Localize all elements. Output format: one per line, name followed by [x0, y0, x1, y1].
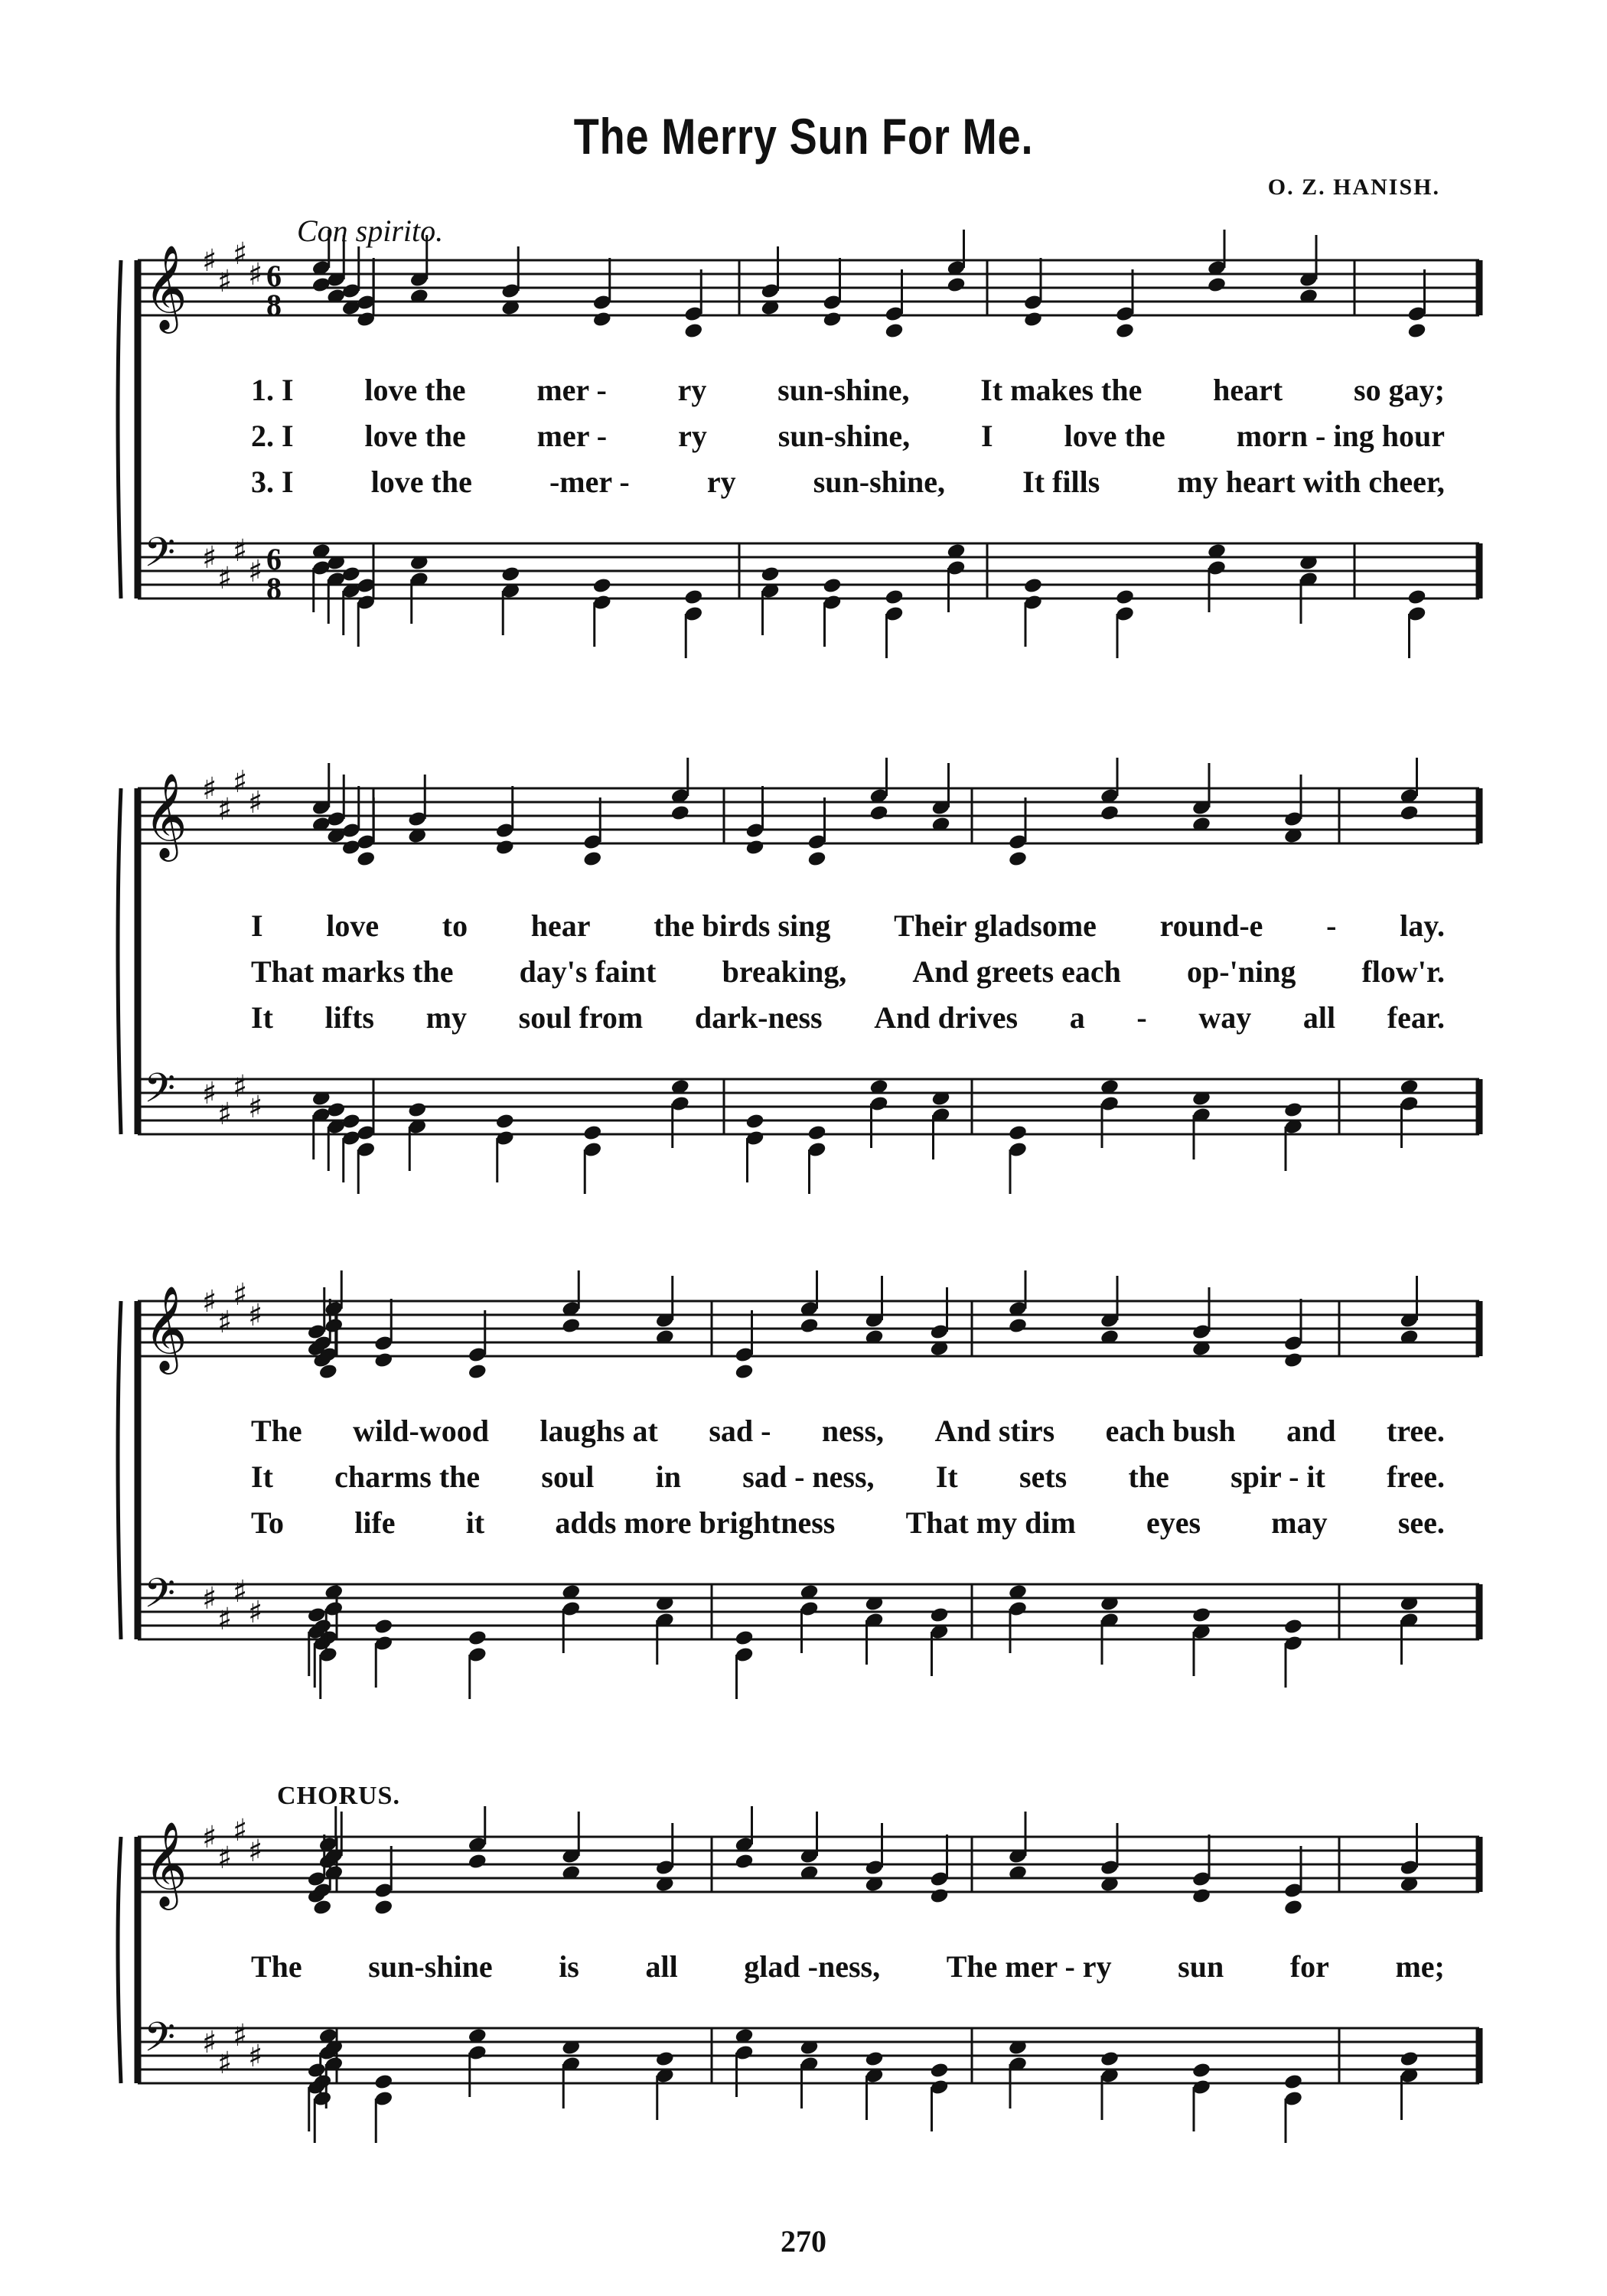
notehead	[495, 839, 515, 856]
notehead	[1008, 1124, 1028, 1142]
sharp-icon: ♯	[248, 2039, 263, 2074]
notehead	[1283, 1899, 1303, 1916]
notehead	[468, 1853, 487, 1870]
notehead	[683, 322, 703, 340]
notehead	[745, 839, 764, 856]
notehead	[311, 276, 331, 294]
notehead	[468, 1363, 487, 1381]
sharp-icon: ♯	[202, 1820, 217, 1855]
treble-clef-icon: 𝄞	[144, 1285, 187, 1371]
sharp-icon: ♯	[248, 1595, 263, 1630]
notehead	[683, 589, 703, 606]
notehead	[1023, 311, 1043, 328]
lyric-word: It makes the	[980, 373, 1143, 407]
bass-clef-icon: 𝄢	[144, 1570, 176, 1627]
notehead	[373, 1618, 393, 1636]
lyric-word: 3. I	[251, 465, 294, 499]
sharp-icon: ♯	[233, 2018, 248, 2053]
lyric-word: in	[655, 1459, 681, 1494]
lyric-word: lifts	[324, 1000, 374, 1035]
lyric-word: breaking,	[722, 954, 847, 989]
lyric-word: love the	[364, 419, 466, 453]
lyric-word: flow'r.	[1361, 954, 1445, 989]
lyric-word: That marks the	[251, 954, 454, 989]
notehead	[734, 1853, 754, 1870]
sharp-icon: ♯	[202, 771, 217, 807]
lyric-word: ry	[706, 465, 736, 499]
lyric-word: may	[1271, 1505, 1328, 1540]
lyric-word: The	[251, 1414, 302, 1448]
notehead	[373, 1352, 393, 1369]
lyric-word: my	[425, 1000, 467, 1035]
lyric-word: mer -	[536, 419, 608, 453]
music-system-3	[0, 1270, 1607, 1714]
tempo-marking: Con spirito.	[297, 214, 444, 248]
sharp-icon: ♯	[202, 2025, 217, 2060]
sharp-icon: ♯	[248, 1834, 263, 1869]
sharp-icon: ♯	[217, 2046, 233, 2081]
time-signature-denominator: 8	[266, 288, 282, 322]
lyric-word: love	[326, 908, 380, 943]
lyric-word: sun-shine	[368, 1949, 493, 1984]
lyric-word: And stirs	[934, 1414, 1055, 1448]
lyric-word: heart	[1213, 373, 1283, 407]
lyric-word: mer -	[536, 373, 607, 407]
notehead	[592, 311, 612, 328]
lyric-word: soul from	[518, 1000, 644, 1035]
notehead	[1100, 2050, 1120, 2068]
music-system-4	[0, 1806, 1607, 2204]
lyric-word: Their gladsome	[894, 908, 1097, 943]
notehead	[929, 2062, 949, 2079]
lyric-word: way	[1198, 1000, 1252, 1035]
sharp-icon: ♯	[248, 257, 263, 292]
lyric-word: life	[354, 1505, 396, 1540]
notehead	[356, 850, 376, 868]
notehead	[341, 839, 361, 856]
lyric-word: It	[935, 1459, 958, 1494]
lyric-word: And greets each	[912, 954, 1121, 989]
sharp-icon: ♯	[248, 1090, 263, 1125]
notehead	[500, 566, 520, 583]
notehead	[822, 577, 842, 595]
sharp-icon: ♯	[217, 264, 233, 299]
sharp-icon: ♯	[217, 1841, 233, 1876]
time-signature-numerator: 6	[266, 259, 282, 293]
lyric-word: it	[465, 1505, 485, 1540]
notehead	[1407, 589, 1426, 606]
notehead	[1100, 804, 1120, 822]
lyric-word: love the	[370, 465, 472, 499]
bass-clef-icon: 𝄢	[144, 530, 176, 586]
lyric-word: glad -ness,	[744, 1949, 881, 1984]
lyric-word: tree.	[1387, 1414, 1445, 1448]
notehead	[495, 1113, 515, 1130]
lyric-verse-1	[251, 372, 1445, 408]
lyric-word: ry	[677, 373, 707, 407]
notehead	[341, 566, 361, 583]
notehead	[341, 1113, 361, 1130]
lyric-chorus	[251, 1949, 1445, 1985]
sharp-icon: ♯	[217, 1305, 233, 1340]
notehead	[407, 1101, 427, 1119]
lyric-verse-3	[251, 1000, 1445, 1035]
lyric-word: my heart with cheer,	[1177, 465, 1445, 499]
lyric-word: the	[1128, 1459, 1169, 1494]
sharp-icon: ♯	[233, 1277, 248, 1313]
lyric-word: It	[251, 1000, 273, 1035]
lyric-word: see.	[1397, 1505, 1445, 1540]
lyric-word: all	[1302, 1000, 1336, 1035]
lyric-word: 2. I	[251, 419, 294, 453]
lyric-word: day's faint	[519, 954, 657, 989]
lyric-word: That my dim	[905, 1505, 1076, 1540]
sharp-icon: ♯	[233, 1813, 248, 1848]
notehead	[1399, 2050, 1419, 2068]
lyric-word: eyes	[1146, 1505, 1201, 1540]
lyric-word: The mer - ry	[946, 1949, 1112, 1984]
music-system-2	[0, 758, 1607, 1202]
notehead	[869, 804, 888, 822]
lyric-word: To	[251, 1505, 285, 1540]
lyric-word: sad - ness,	[742, 1459, 875, 1494]
lyric-verse-3	[251, 464, 1445, 500]
lyric-word: sun-shine,	[777, 373, 910, 407]
sharp-icon: ♯	[233, 533, 248, 569]
lyric-word: wild-wood	[353, 1414, 489, 1448]
lyric-word: free.	[1387, 1459, 1445, 1494]
sharp-icon: ♯	[202, 540, 217, 576]
lyric-word: morn - ing hour	[1236, 419, 1445, 453]
lyric-word: for	[1289, 1949, 1329, 1984]
hymn-title: The Merry Sun For Me.	[573, 108, 1034, 165]
time-signature-numerator: 6	[266, 542, 282, 576]
lyric-word: spir - it	[1231, 1459, 1325, 1494]
bass-clef-icon: 𝄢	[144, 2014, 176, 2071]
lyric-word: I	[981, 419, 993, 453]
notehead	[807, 1124, 826, 1142]
lyric-word: is	[559, 1949, 579, 1984]
lyric-word: And drives	[874, 1000, 1019, 1035]
sharp-icon: ♯	[217, 792, 233, 827]
notehead	[760, 566, 780, 583]
notehead	[1191, 1606, 1211, 1624]
lyric-verse-1	[251, 1413, 1445, 1449]
treble-clef-icon: 𝄞	[144, 244, 187, 330]
chorus-label: CHORUS.	[277, 1782, 400, 1810]
sharp-icon: ♯	[202, 1284, 217, 1319]
lyric-word: It fills	[1022, 465, 1100, 499]
notehead	[324, 1317, 344, 1335]
sharp-icon: ♯	[248, 785, 263, 820]
sharp-icon: ♯	[217, 1097, 233, 1132]
notehead	[1283, 1618, 1303, 1636]
grand-staff-4	[0, 1806, 1607, 2204]
lyric-word: and	[1286, 1414, 1336, 1448]
notehead	[734, 1363, 754, 1381]
lyric-word: sets	[1019, 1459, 1068, 1494]
lyric-word: -	[1326, 908, 1337, 943]
notehead	[799, 1317, 819, 1335]
lyric-word: adds more brightness	[555, 1505, 836, 1540]
sharp-icon: ♯	[202, 243, 217, 279]
lyric-word: so gay;	[1354, 373, 1445, 407]
bass-clef-icon: 𝄢	[144, 1065, 176, 1122]
lyric-word: The	[251, 1949, 302, 1984]
lyric-verse-2	[251, 1459, 1445, 1495]
lyric-word: lay.	[1400, 908, 1445, 943]
notehead	[373, 1899, 393, 1916]
notehead	[807, 850, 826, 868]
notehead	[1283, 1101, 1303, 1119]
notehead	[1191, 2062, 1211, 2079]
lyric-verse-2	[251, 418, 1445, 454]
notehead	[929, 1606, 949, 1624]
lyric-word: 1. I	[251, 373, 294, 407]
notehead	[822, 311, 842, 328]
notehead	[1283, 1352, 1303, 1369]
lyric-word: sad -	[709, 1414, 771, 1448]
lyric-word: ry	[678, 419, 707, 453]
sharp-icon: ♯	[217, 561, 233, 596]
notehead	[1008, 850, 1028, 868]
notehead	[468, 1629, 487, 1647]
lyric-word: all	[645, 1949, 678, 1984]
sharp-icon: ♯	[202, 1076, 217, 1111]
notehead	[1115, 322, 1135, 340]
lyric-word: a	[1069, 1000, 1085, 1035]
notehead	[670, 804, 690, 822]
lyric-word: -	[1136, 1000, 1147, 1035]
notehead	[946, 276, 966, 294]
sharp-icon: ♯	[248, 1298, 263, 1333]
notehead	[592, 577, 612, 595]
sharp-icon: ♯	[233, 1574, 248, 1609]
lyric-verse-3	[251, 1505, 1445, 1541]
notehead	[582, 1124, 602, 1142]
lyric-word: the birds sing	[654, 908, 831, 943]
lyric-word: each bush	[1105, 1414, 1236, 1448]
lyric-word: sun-shine,	[777, 419, 911, 453]
notehead	[326, 1101, 346, 1119]
notehead	[1191, 1887, 1211, 1905]
lyric-word: round-e	[1159, 908, 1263, 943]
notehead	[582, 850, 602, 868]
notehead	[1008, 1317, 1028, 1335]
notehead	[884, 589, 904, 606]
treble-clef-icon: 𝄞	[144, 1821, 187, 1906]
composer-credit: O. Z. HANISH.	[1267, 174, 1440, 200]
music-system-1	[0, 230, 1607, 673]
system-brace	[118, 260, 121, 598]
notehead	[1115, 589, 1135, 606]
lyric-word: I	[251, 908, 263, 943]
lyric-word: charms the	[334, 1459, 481, 1494]
notehead	[884, 322, 904, 340]
notehead	[561, 1317, 581, 1335]
system-brace	[118, 788, 121, 1134]
lyric-word: op-'ning	[1187, 954, 1296, 989]
notehead	[1023, 577, 1043, 595]
notehead	[1207, 276, 1227, 294]
sharp-icon: ♯	[233, 1069, 248, 1104]
page-number: 270	[781, 2224, 826, 2258]
lyric-word: soul	[541, 1459, 595, 1494]
sharp-icon: ♯	[233, 236, 248, 272]
system-brace	[118, 1301, 121, 1639]
notehead	[864, 2050, 884, 2068]
sharp-icon: ♯	[248, 554, 263, 589]
lyric-word: to	[442, 908, 468, 943]
lyric-verse-2	[251, 954, 1445, 990]
lyric-word: -mer -	[549, 465, 630, 499]
lyric-word: love the	[1064, 419, 1165, 453]
lyric-verse-1	[251, 908, 1445, 944]
time-signature-denominator: 8	[266, 571, 282, 605]
sharp-icon: ♯	[202, 1581, 217, 1616]
lyric-word: ness,	[821, 1414, 885, 1448]
notehead	[745, 1113, 764, 1130]
lyric-word: laughs at	[539, 1414, 658, 1448]
lyric-word: dark-ness	[694, 1000, 823, 1035]
notehead	[734, 1629, 754, 1647]
lyric-word: It	[251, 1459, 273, 1494]
treble-clef-icon: 𝄞	[144, 772, 187, 858]
lyric-word: me;	[1395, 1949, 1445, 1984]
sharp-icon: ♯	[233, 765, 248, 800]
notehead	[1407, 322, 1426, 340]
lyric-word: sun-shine,	[813, 465, 946, 499]
sharp-icon: ♯	[217, 1602, 233, 1637]
system-brace	[118, 1837, 121, 2083]
notehead	[655, 2050, 675, 2068]
lyric-word: sun	[1178, 1949, 1224, 1984]
notehead	[1399, 804, 1419, 822]
lyric-word: love the	[364, 373, 466, 407]
notehead	[929, 1887, 949, 1905]
notehead	[373, 2073, 393, 2091]
lyric-word: fear.	[1387, 1000, 1445, 1035]
lyric-word: hear	[530, 908, 591, 943]
notehead	[1283, 2073, 1303, 2091]
